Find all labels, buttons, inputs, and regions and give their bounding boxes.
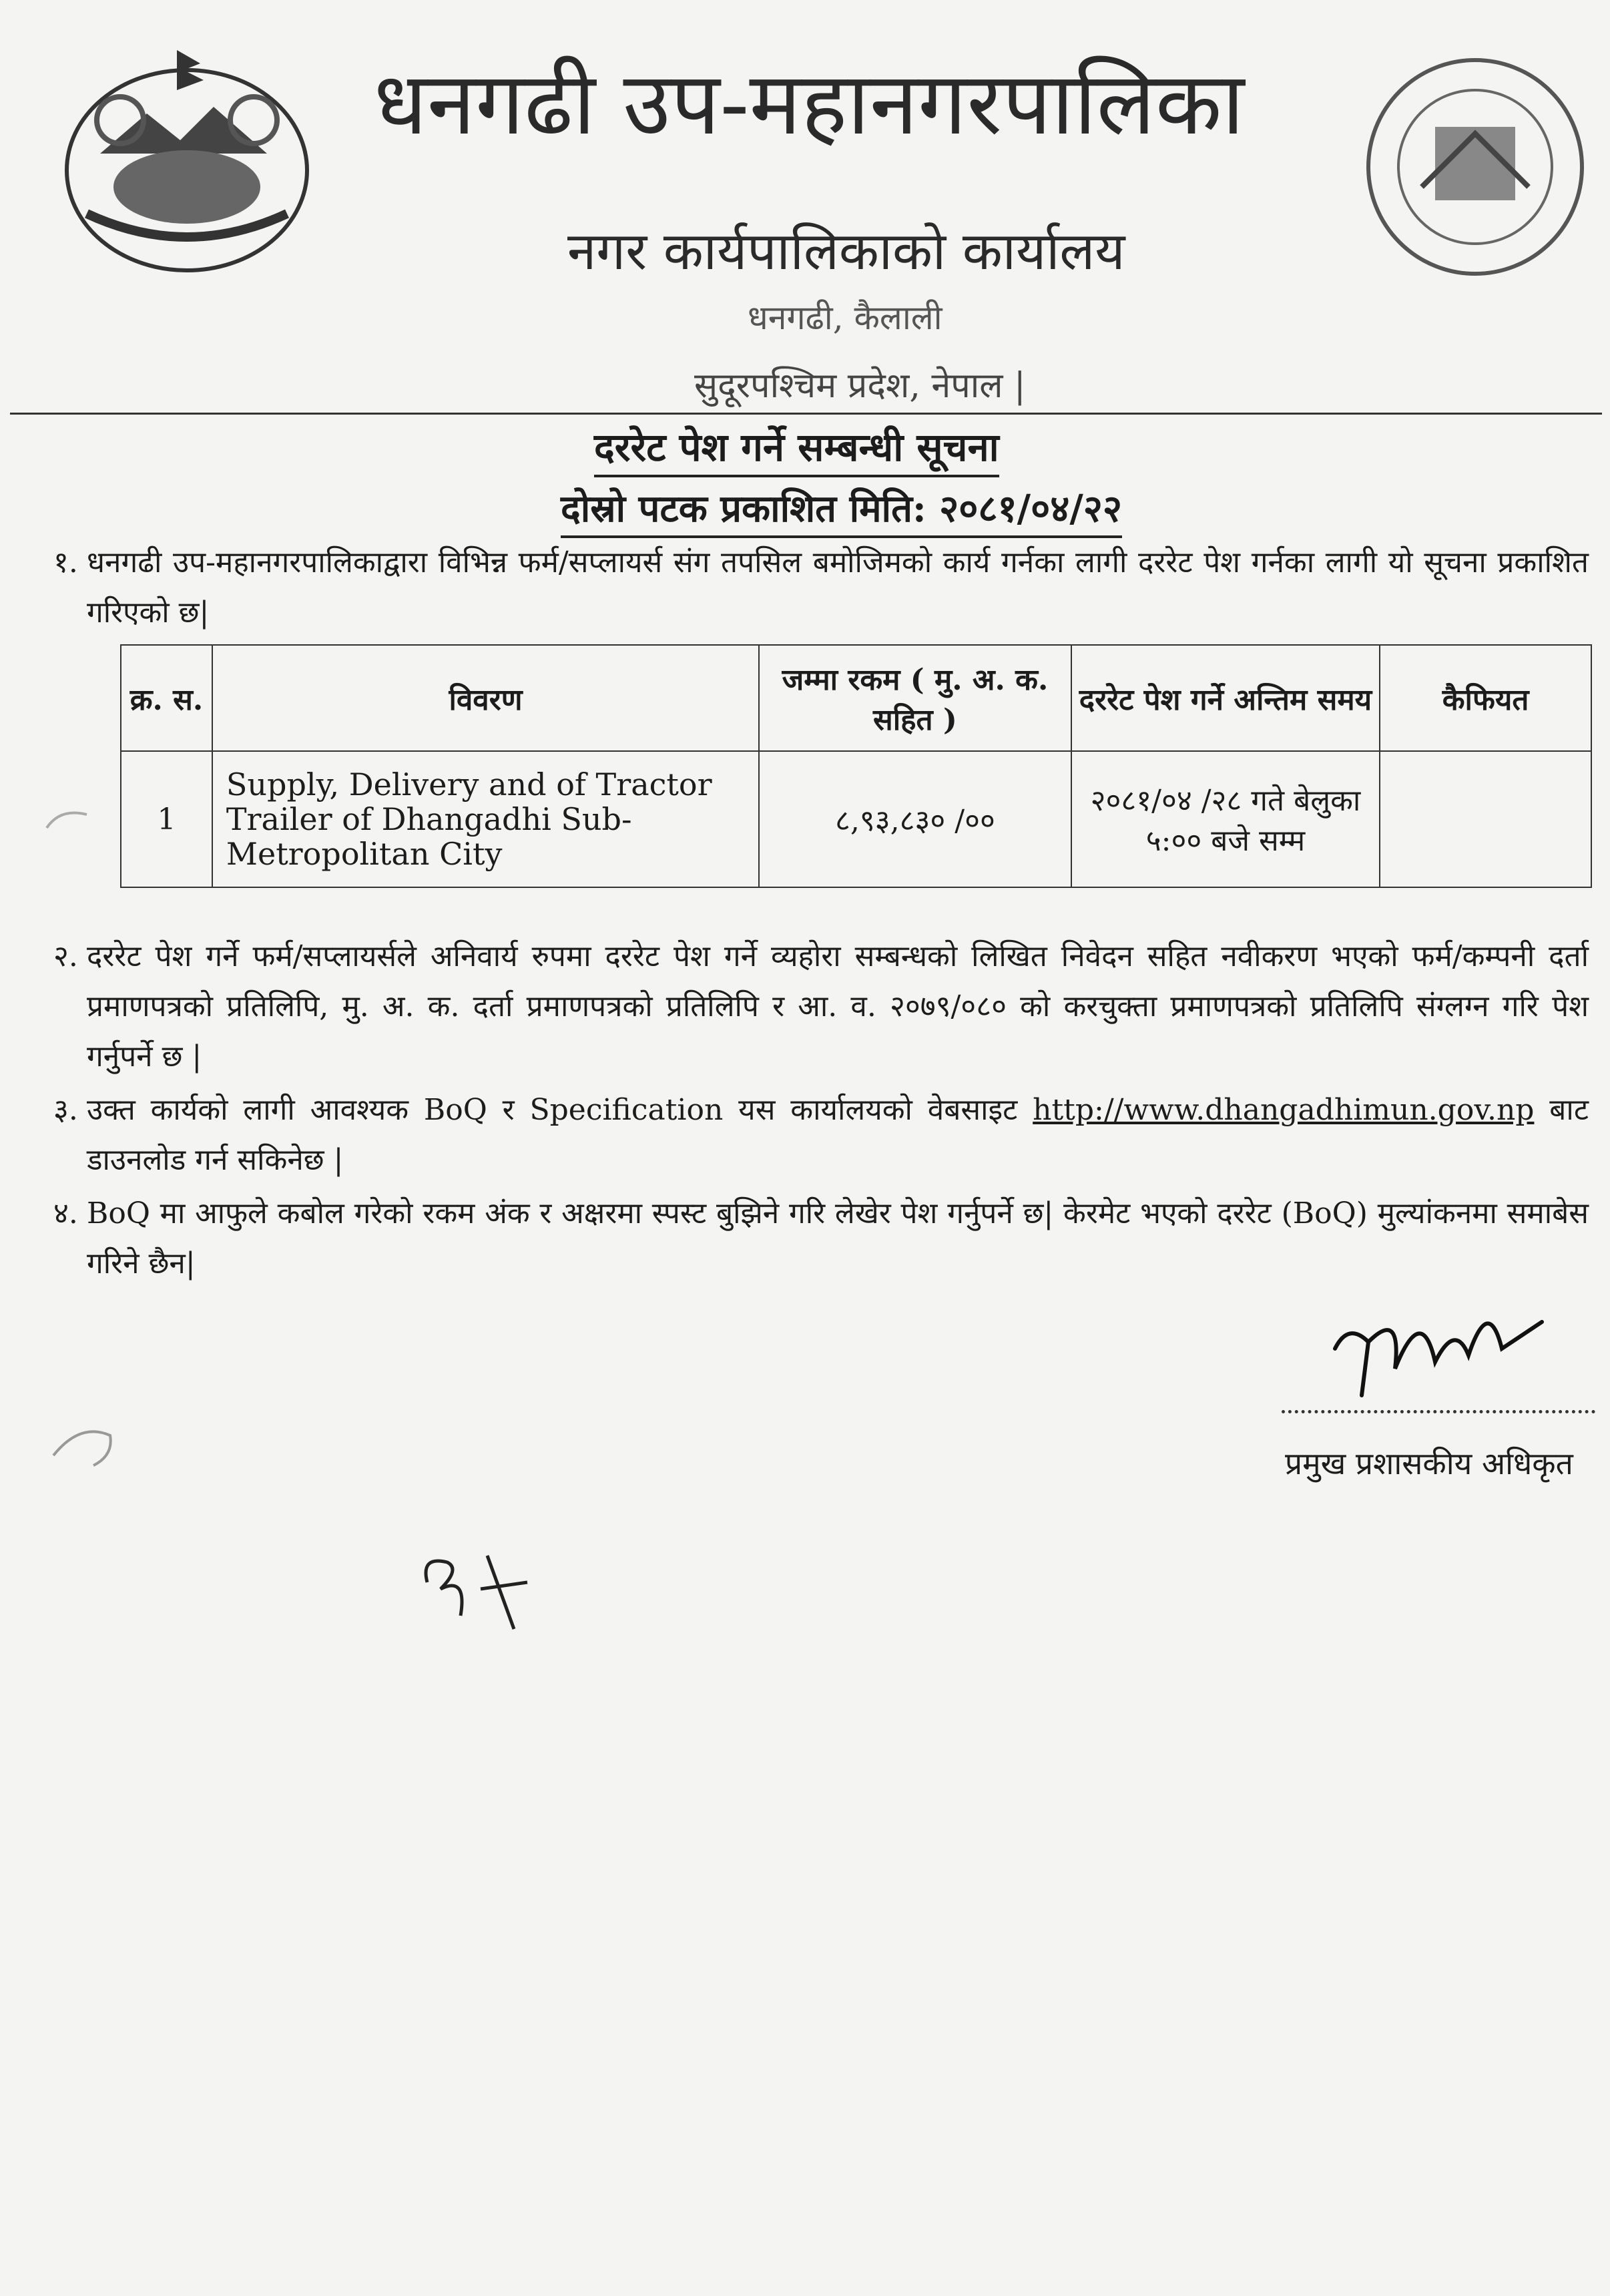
- table-header-row: [121, 645, 1591, 751]
- signature-icon: [1322, 1282, 1555, 1415]
- punch-mark-icon: [47, 1415, 120, 1469]
- paragraph-3-text-b: बाट डाउनलोड गर्न सकिनेछ |: [87, 1093, 1589, 1177]
- office-location: धनगढी, कैलाली: [748, 298, 943, 337]
- paragraph-4-text: BoQ मा आफुले कबोल गरेको रकम अंक र अक्षरमा स्पस्ट बुझिने गरि लेखेर पेश गर्नुपर्ने छ| केरमेट भएको दररेट (BoQ) मुल्यांकनमा समाबेस गरिने छैन|: [87, 1196, 1589, 1281]
- header-sn: क्र. स.: [121, 645, 212, 751]
- website-link[interactable]: http://www.dhangadhimun.gov.np: [1033, 1093, 1535, 1127]
- paragraph-1-text: धनगढी उप-महानगरपालिकाद्वारा विभिन्न फर्म/सप्लायर्स संग तपसिल बमोजिमको कार्य गर्नका लागी दररेट पेश गर्नका लागी यो सूचना प्रकाशित गरिएको छ|: [87, 545, 1589, 630]
- row-amount: ८,९३,८३० /००: [759, 751, 1071, 887]
- header-description: विवरण: [212, 645, 759, 751]
- table-row: [121, 751, 1591, 887]
- row-deadline: २०८१/०४ /२८ गते बेलुका ५:०० बजे सम्म: [1071, 751, 1380, 887]
- paragraph-1: [53, 537, 1589, 638]
- paragraph-3: [53, 1085, 1589, 1185]
- paragraph-3-number: ३.: [53, 1093, 78, 1127]
- header-amount: जम्मा रकम ( मु. अ. क. सहित ): [759, 645, 1071, 751]
- paragraph-3-text-a: उक्त कार्यको लागी आवश्यक BoQ र Specification यस कार्यालयको वेबसाइट: [87, 1093, 1033, 1127]
- header-divider: [10, 413, 1602, 415]
- office-name: धनगढी उप-महानगरपालिका: [374, 53, 1245, 154]
- header-deadline: दररेट पेश गर्ने अन्तिम समय: [1071, 645, 1380, 751]
- notice-title: दररेट पेश गर्ने सम्बन्धी सूचना: [594, 419, 999, 477]
- row-remarks: [1380, 751, 1591, 887]
- signatory-title: प्रमुख प्रशासकीय अधिकृत: [1285, 1445, 1573, 1481]
- publish-date: दोस्रो पटक प्रकाशित मिति: २०८१/०४/२२: [561, 482, 1122, 538]
- header-remarks: कैफियत: [1380, 645, 1591, 751]
- municipality-seal-icon: [1362, 53, 1589, 280]
- office-subtitle: नगर कार्यपालिकाको कार्यालय: [567, 222, 1125, 282]
- paragraph-4-number: ४.: [53, 1196, 78, 1230]
- notice-table: [120, 644, 1592, 888]
- paragraph-2-text: दररेट पेश गर्ने फर्म/सप्लायर्सले अनिवार्य रुपमा दररेट पेश गर्ने व्यहोरा सम्बन्धको लिखित निवेदन सहित नवीकरण भएको फर्म/कम्पनी दर्ता प्रमाणपत्रको प्रतिलिपि, मु. अ. क. दर्ता प्रमाणपत्रको प्रतिलिपि र आ. व. २०७९/०८० को करचुक्ता प्रमाणपत्रको प्रतिलिपि संग्लग्न गरि पेश गर्नुपर्ने छ |: [87, 939, 1589, 1074]
- handwritten-mark-icon: [414, 1542, 547, 1636]
- paragraph-1-number: १.: [53, 545, 78, 580]
- row-description: Supply, Delivery and of Tractor Trailer of Dhangadhi Sub-Metropolitan City: [212, 751, 759, 887]
- paragraph-2-number: २.: [53, 939, 78, 973]
- punch-mark-icon: [40, 801, 93, 841]
- nepal-emblem-icon: [47, 40, 327, 287]
- paragraph-2: [53, 931, 1589, 1082]
- office-province: सुदूरपश्चिम प्रदेश, नेपाल |: [694, 366, 1026, 406]
- signature-dotted-line: [1282, 1409, 1595, 1413]
- row-sn: 1: [121, 751, 212, 887]
- paragraph-4: [53, 1188, 1589, 1289]
